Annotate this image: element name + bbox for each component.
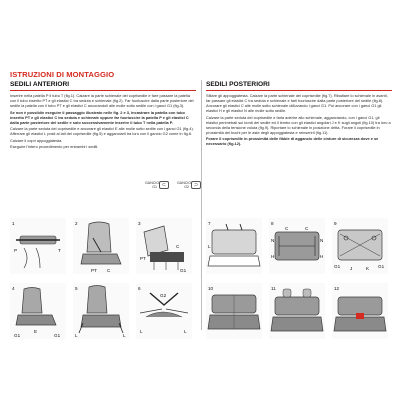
figure-9-number: 9	[334, 221, 337, 226]
figure-9	[332, 218, 388, 274]
front-paragraph: Calzare la parte seduta del coprisedile e ancorare gli elastici E alle molle sotto sedile con i ganci G1 (fig.4). Afferrare gli elastici L posti ai lati del coprisedile (fig.5) e agganciarli tra loro con il gancio G2 come in fig.6.	[10, 126, 194, 137]
figure-5-number: 5	[75, 286, 78, 291]
figure-5-drawing	[73, 283, 129, 339]
figure-5-label: L	[123, 333, 126, 338]
figure-3-number: 3	[138, 221, 141, 226]
figure-9-label: J	[350, 266, 353, 271]
figure-1-number: 1	[12, 221, 15, 226]
figure-2	[73, 218, 129, 274]
column-divider	[201, 80, 202, 330]
figure-1-label: T	[58, 248, 61, 253]
figure-3-drawing	[136, 218, 192, 274]
hook-g2-label: GANCIO G2	[177, 181, 192, 189]
hook-legend	[145, 181, 201, 189]
figure-3-label: C	[176, 244, 180, 249]
figure-4-label: G1	[14, 333, 21, 338]
figure-1	[10, 218, 66, 274]
hook-g2-icon: ⊃	[191, 181, 201, 189]
rear-paragraph: Calzare la parte seduta del coprisedile e farla aderire allo schienale, agganciando, con i ganci G1, gli elastici perimetrali sui bordi del sedile ed il lembo con gli elastici angolari J e K sugli angoli (fig.10) tra loro a seconda della tensione voluta (fig.9). Riportare lo schienale in posizione dritta. Forare il coprisedile in prossimità dei buchi per le aste degli appoggiatesta e reinserirli (fig.11).	[206, 114, 391, 135]
figure-8-label: H	[320, 254, 324, 259]
figure-8-label: C	[285, 226, 289, 231]
figure-6-label: G2	[160, 293, 167, 298]
figure-2-label: C	[107, 268, 111, 273]
front-paragraph: Calzare il copri appoggiatesta.	[10, 137, 63, 143]
figure-8-label: C	[305, 226, 309, 231]
figure-11-number: 11	[271, 286, 276, 291]
figure-8-number: 8	[271, 221, 274, 226]
figure-1-drawing	[10, 218, 66, 274]
figure-9-label: K	[366, 266, 370, 271]
hook-g1-icon: ⊂	[159, 181, 169, 189]
front-seats-heading: SEDILI ANTERIORI	[10, 81, 70, 88]
page-title: ISTRUZIONI DI MONTAGGIO	[10, 70, 115, 79]
figure-2-label: PT	[91, 268, 97, 273]
front-instructions	[10, 93, 196, 150]
figure-7-label: L	[208, 244, 211, 249]
figure-5-label: L	[75, 333, 78, 338]
figure-3-label: PT	[140, 256, 146, 261]
figure-10-number: 10	[208, 286, 214, 291]
figure-7-number: 7	[208, 221, 211, 226]
figure-11	[269, 283, 325, 339]
figure-1-label: P	[14, 248, 18, 253]
figure-8-label: N	[320, 238, 324, 243]
hook-g1-label: GANCIO G1	[145, 181, 160, 189]
figure-12	[332, 283, 388, 339]
figure-4	[10, 283, 66, 339]
figure-9-label: G1	[334, 264, 341, 269]
figure-8-drawing	[269, 218, 325, 274]
rear-paragraph: Sfilare gli appoggiatesta. Calzare la parte schienale del coprisedile (fig.7). Ribaltare lo schienale in avanti, far passare gli elastici C tra seduta e schienale e farli fuoriuscire dalla parte posteriore del sedile (fig.8). Ancorare gli elastici C alle molle sotto schienale utilizzando i ganci G1. Poi ancorare con i ganci G1 gli elastici H e gli elastici N alle molle sotto sedile.	[206, 93, 388, 114]
figure-4-label: G1	[54, 333, 61, 338]
figure-6	[136, 283, 192, 339]
figure-9-drawing	[332, 218, 388, 274]
figure-6-label: L	[140, 329, 143, 334]
figure-2-number: 2	[75, 221, 78, 226]
figure-4-drawing	[10, 283, 66, 339]
rear-seats-heading: SEDILI POSTERIORI	[206, 81, 270, 88]
figure-6-label: L	[184, 329, 187, 334]
figure-3	[136, 218, 192, 274]
figure-7-drawing	[206, 218, 262, 274]
figure-4-label: E	[34, 329, 38, 334]
figure-6-drawing	[136, 283, 192, 339]
figure-10-drawing	[206, 283, 262, 339]
rear-paragraph-warning: Forare il coprisedile in prossimità delle fibbie di aggancio delle cinture di sicurezza dove e se necessario (fig.12).	[206, 136, 379, 147]
rear-heading-rule	[206, 90, 392, 91]
hook-g1	[145, 181, 169, 189]
figure-6-number: 6	[138, 286, 141, 291]
figure-4-number: 4	[12, 286, 15, 291]
figure-2-drawing	[73, 218, 129, 274]
figure-5	[73, 283, 129, 339]
figure-10	[206, 283, 262, 339]
figure-7	[206, 218, 262, 274]
figure-12-drawing	[332, 283, 388, 339]
front-paragraph: Inserire nella patella P il tubo T (fig.1). Calzare la parte schienale del coprisedile e fare passare la patella con il tubo inserito PT e gli elastici C tra seduta e schienale (fig.2). Far fuoriuscire dalla parte posteriore del sedile la patella con il tubo PT e gli elastici C ancorandoli alle molle sotto sedile con i ganci G1 (fig.3).	[10, 93, 194, 109]
figure-8	[269, 218, 325, 274]
figure-3-label: G1	[180, 268, 187, 273]
figure-12-number: 12	[334, 286, 340, 291]
front-paragraph: Eseguire l'intero procedimento per entrambi i sedili.	[10, 143, 99, 149]
front-heading-rule	[10, 90, 196, 91]
figure-8-label: N	[271, 238, 275, 243]
rear-instructions	[206, 93, 392, 148]
front-paragraph-warning: Se non è possibile eseguire il passaggio illustrato nelle fig. 2 e 3, incastrare la patella con tubo inserito PT e gli elastici C tra seduta e schienale oppure far fuoriuscire la patella P e gli elastici C dalla parte posteriore del sedile e solo successivamente inserire il tubo T nella patella P.	[10, 109, 189, 125]
figure-9-label: G1	[378, 264, 385, 269]
figure-8-label: H	[271, 254, 275, 259]
hook-g2	[177, 181, 201, 189]
figure-11-drawing	[269, 283, 325, 339]
